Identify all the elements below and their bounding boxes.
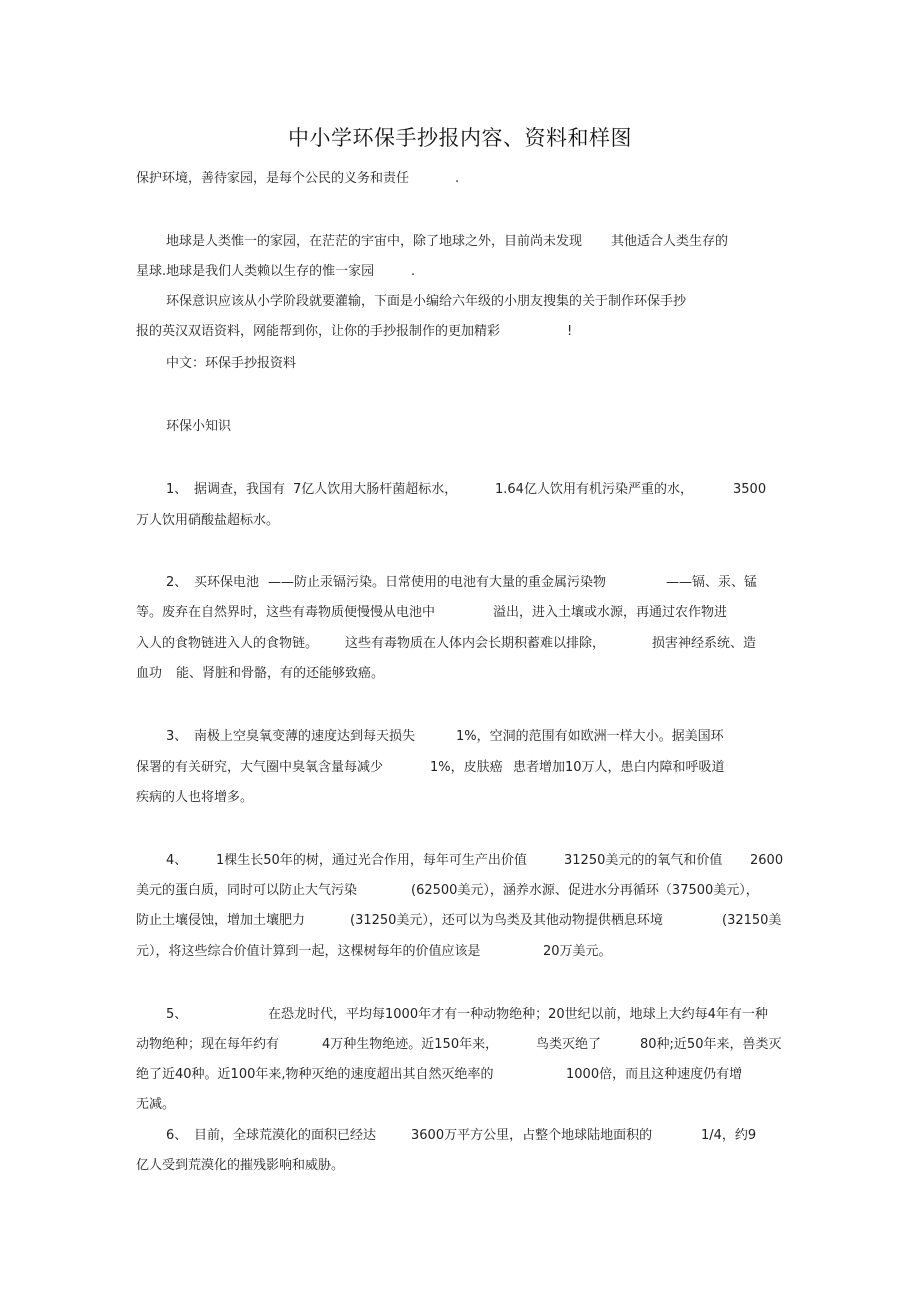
item-text: 1000倍，而且这种速度仍有增 [566,1067,743,1082]
page-title: 中小学环保手抄报内容、资料和样图 [288,126,632,150]
item-text: ——防止汞镉污染。日常使用的电池有大量的重金属污染物 [268,575,607,590]
item-text: 绝了近40种。近100年来,物种灭绝的速度超出其自然灭绝率的 [136,1067,494,1082]
item-text: 1/4，约9 [701,1128,757,1143]
intro-text: 保护环境，善待家园，是每个公民的义务和责任 [136,171,410,186]
item-number: 6、 [166,1128,188,1143]
item-text: 无减。 [136,1097,176,1112]
item-text: (32150美 [722,913,782,928]
paragraph-text: 地球是人类惟一的家园，在茫茫的宇宙中，除了地球之外，目前尚未发现 [166,234,583,249]
item-text: 血功 [136,666,163,681]
item-number: 5、 [166,1007,188,1022]
knowledge-heading: 环保小知识 [166,419,232,434]
item-text: 2600 [750,853,784,868]
item-text: (62500美元），涵养水源、促进水分再循环（37500美元）， [411,883,759,898]
item-text: 能、肾脏和骨骼，有的还能够致癌。 [176,666,385,681]
item-text: 20万美元。 [543,944,612,959]
item-text: 3500 [733,482,767,497]
paragraph-text: 环保意识应该从小学阶段就要灌输，下面是小编给六年级的小朋友搜集的关于制作环保手抄 [166,294,687,309]
item-text: (31250美元），还可以为鸟类及其他动物提供栖息环境 [350,913,663,928]
item-text: 美元的蛋白质，同时可以防止大气污染 [136,883,358,898]
paragraph-text: 报的英汉双语资料，网能帮到你，让你的手抄报制作的更加精彩 [136,324,501,339]
item-text: 买环保电池 [194,575,260,590]
item-text: 等。废弃在自然界时，这些有毒物质便慢慢从电池中 [136,605,436,620]
item-text: 南极上空臭氧变薄的速度达到每天损失 [194,729,416,744]
item-number: 2、 [166,575,188,590]
item-text: 这些有毒物质在人体内会长期积蓄难以排除， [345,636,606,651]
item-text: 1%，空洞的范围有如欧洲一样大小。据美国环 [456,729,724,744]
item-text: 在恐龙时代，平均每1000年才有一种动物绝种；20世纪以前，地球上大约每4年有一种 [268,1007,768,1022]
item-text: 3600万平方公里，占整个地球陆地面积的 [411,1128,653,1143]
item-text: 溢出，进入土壤或水源，再通过农作物进 [493,605,728,620]
item-text: 亿人受到荒漠化的摧残影响和威胁。 [136,1158,345,1173]
item-text: 7亿人饮用大肠杆菌超标水， [293,482,458,497]
intro-period: . [455,171,460,186]
item-number: 4、 [166,853,188,868]
item-text: 80种;近50年来，兽类灭 [640,1037,782,1052]
item-text: 1%，皮肤癌 [430,760,503,775]
paragraph-text: 星球.地球是我们人类赖以生存的惟一家园 [136,264,375,279]
item-text: 1.64亿人饮用有机污染严重的水， [495,482,693,497]
paragraph-text: 其他适合人类生存的 [611,234,729,249]
item-text: 疾病的人也将增多。 [136,790,254,805]
item-text: 保署的有关研究，大气圈中臭氧含量每减少 [136,760,384,775]
item-text: 4万种生物绝迹。近150年来， [322,1037,499,1052]
chinese-label: 中文：环保手抄报资料 [166,356,297,371]
item-text: 1棵生长50年的树，通过光合作用，每年可生产出价值 [216,853,527,868]
item-text: 入人的食物链进入人的食物链。 [136,636,319,651]
item-text: ——镉、汞、锰 [666,575,758,590]
paragraph-exclamation: ! [567,324,573,339]
item-text: 防止土壤侵蚀，增加土壤肥力 [136,913,306,928]
item-text: 元），将这些综合价值计算到一起，这棵树每年的价值应该是 [136,944,481,959]
item-text: 万人饮用硝酸盐超标水。 [136,513,280,528]
item-text: 目前，全球荒漠化的面积已经达 [194,1128,377,1143]
item-text: 31250美元的的氧气和价值 [564,853,723,868]
item-text: 据调查，我国有 [194,482,286,497]
item-text: 鸟类灭绝了 [536,1037,602,1052]
item-text: 损害神经系统、造 [652,636,757,651]
item-number: 1、 [166,482,188,497]
item-number: 3、 [166,729,188,744]
paragraph-period: . [411,264,416,279]
item-text: 患者增加10万人，患白内障和呼吸道 [513,760,725,775]
item-text: 动物绝种；现在每年约有 [136,1037,280,1052]
